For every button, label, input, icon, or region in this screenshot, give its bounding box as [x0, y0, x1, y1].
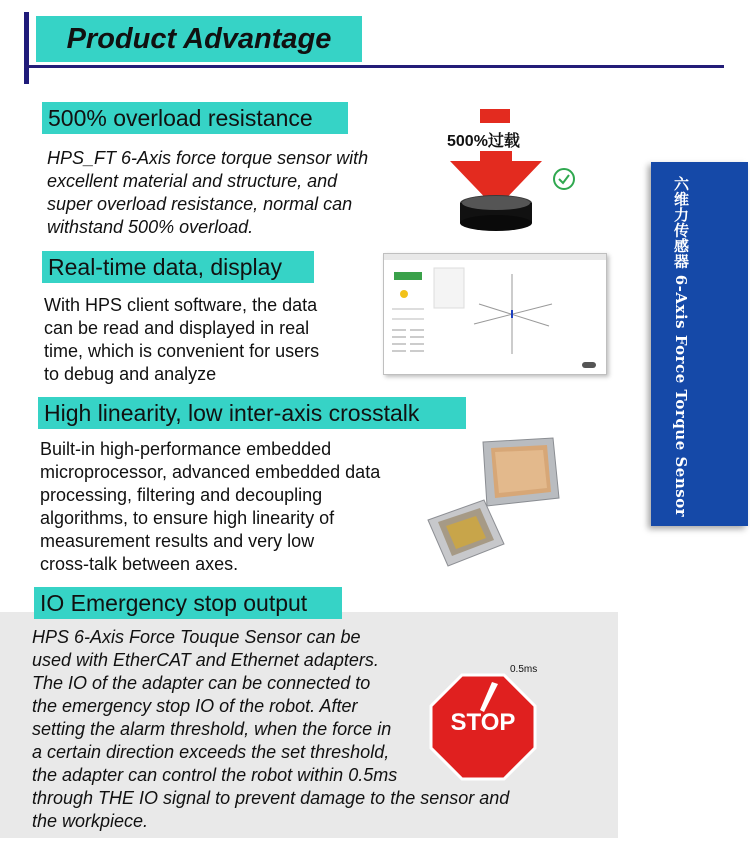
section-body-linearity [40, 438, 380, 576]
body-line: can be read and displayed in real [44, 318, 310, 338]
body-line: HPS_FT 6-Axis force torque sensor with [47, 148, 369, 168]
body-line: used with EtherCAT and Ethernet adapters. [32, 650, 379, 670]
section-heading-io: IO Emergency stop output [34, 587, 342, 619]
body-line: withstand 500% overload. [47, 217, 254, 237]
body-line: processing, filtering and decoupling [40, 485, 323, 505]
body-line: With HPS client software, the data [44, 295, 318, 315]
body-line: setting the alarm threshold, when the force in [32, 719, 392, 739]
banner-text: 六维力传感器 6-Axis Force Torque Sensor [672, 176, 690, 518]
body-line: through THE IO signal to prevent damage to the sensor and [32, 788, 510, 808]
body-line: the emergency stop IO of the robot. After [32, 696, 358, 716]
section-heading-linearity: High linearity, low inter-axis crosstalk [38, 397, 466, 429]
page-title: Product Advantage [36, 16, 362, 62]
sensor-arrow-icon [444, 151, 554, 233]
stop-sign [428, 664, 538, 782]
socket-chip-icon [422, 494, 512, 574]
body-line: a certain direction exceeds the set threshold, [32, 742, 390, 762]
stop-sign-text: STOP [450, 709, 516, 736]
body-line: the workpiece. [32, 811, 149, 831]
header-underline [24, 65, 724, 68]
product-banner [651, 162, 748, 526]
body-line: HPS 6-Axis Force Touque Sensor can be [32, 627, 361, 647]
body-line: measurement results and very low [40, 531, 315, 551]
body-line: cross-talk between axes. [40, 554, 239, 574]
body-line: excellent material and structure, and [47, 171, 338, 191]
section-body-realtime [44, 294, 319, 386]
check-icon [552, 167, 576, 191]
section-body-overload [47, 147, 368, 239]
body-line: time, which is convenient for users [44, 341, 320, 361]
arrow-bar [480, 109, 510, 123]
stop-time-label: 0.5ms [510, 664, 538, 675]
section-heading-realtime: Real-time data, display [42, 251, 314, 283]
software-screenshot [383, 253, 607, 375]
body-line: The IO of the adapter can be connected to [32, 673, 371, 693]
overload-label: 500%过载 [447, 133, 520, 150]
overload-illustration [444, 103, 594, 233]
body-line: microprocessor, advanced embedded data [40, 462, 381, 482]
software-window-graphic [384, 254, 606, 374]
body-line: the adapter can control the robot within 0.5ms [32, 765, 398, 785]
header-accent-bar [24, 12, 29, 84]
body-line: super overload resistance, normal can [47, 194, 353, 214]
section-heading-overload: 500% overload resistance [42, 102, 348, 134]
body-line: algorithms, to ensure high linearity of [40, 508, 335, 528]
body-line: to debug and analyze [44, 364, 217, 384]
body-line: Built-in high-performance embedded [40, 439, 332, 459]
